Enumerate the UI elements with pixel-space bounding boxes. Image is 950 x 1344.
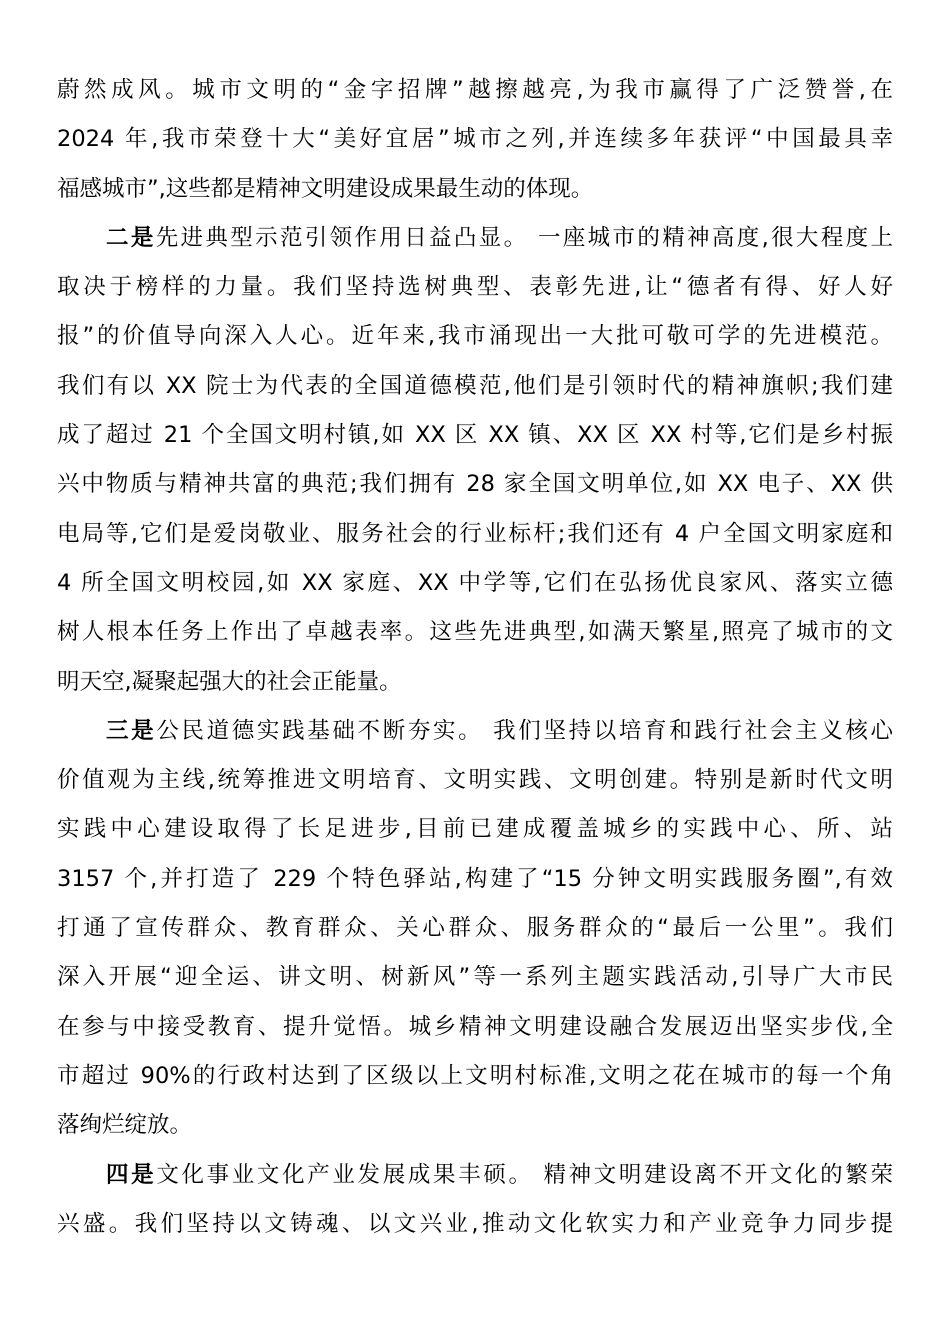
paragraph-lead: 二是 <box>106 224 156 251</box>
text-line: 落绚烂绽放。 <box>57 1112 193 1139</box>
paragraph-first-line <box>57 707 893 756</box>
text-line: 先进典型示范引领作用日益凸显。 一座城市的精神高度,很大程度上 <box>155 224 893 251</box>
text-line: 取决于榜样的力量。我们坚持选树典型、表彰先进,让“德者有得、好人好 <box>57 274 893 301</box>
text-line: 文化事业文化产业发展成果丰硕。 精神文明建设离不开文化的繁荣 <box>156 1161 893 1188</box>
text-line: 明天空,凝聚起强大的社会正能量。 <box>57 668 402 695</box>
text-line: 蔚然成风。城市文明的“金字招牌”越擦越亮,为我市赢得了广泛赞誉,在 <box>57 77 893 103</box>
text-line: 在参与中接受教育、提升觉悟。城乡精神文明建设融合发展迈出坚实步伐,全 <box>57 1013 893 1040</box>
text-line: 打通了宣传群众、教育群众、关心群众、服务群众的“最后一公里”。我们 <box>57 915 893 942</box>
text-line: 兴盛。我们坚持以文铸魂、以文兴业,推动文化软实力和产业竞争力同步提 <box>57 1210 893 1237</box>
paragraph-lead: 四是 <box>106 1161 157 1188</box>
text-line: 3157 个,并打造了 229 个特色驿站,构建了“15 分钟文明实践服务圈”,有效 <box>57 865 893 892</box>
text-line: 2024 年,我市荣登十大“美好宜居”城市之列,并连续多年获评“中国最具幸 <box>57 126 893 153</box>
text-line: 兴中物质与精神共富的典范;我们拥有 28 家全国文明单位,如 XX 电子、XX 供 <box>57 471 893 498</box>
document-page <box>57 66 893 1249</box>
text-line: 公民道德实践基础不断夯实。 我们坚持以培育和践行社会主义核心 <box>156 717 893 744</box>
paragraph-lead: 三是 <box>106 717 157 744</box>
text-line: 福感城市”,这些都是精神文明建设成果最生动的体现。 <box>57 175 594 202</box>
text-line: 树人根本任务上作出了卓越表率。这些先进典型,如满天繁星,照亮了城市的文 <box>57 619 893 646</box>
text-line: 价值观为主线,统筹推进文明培育、文明实践、文明创建。特别是新时代文明 <box>57 767 893 794</box>
text-line: 报”的价值导向深入人心。近年来,我市涌现出一大批可敬可学的先进模范。 <box>57 323 893 350</box>
text-line: 成了超过 21 个全国文明村镇,如 XX 区 XX 镇、XX 区 XX 村等,它们是乡村振 <box>57 422 893 449</box>
paragraph-first-line <box>57 214 893 263</box>
text-line: 我们有以 XX 院士为代表的全国道德模范,他们是引领时代的精神旗帜;我们建 <box>57 372 893 399</box>
paragraph-first-line <box>57 1151 893 1200</box>
text-line: 4 所全国文明校园,如 XX 家庭、XX 中学等,它们在弘扬优良家风、落实立德 <box>57 569 893 596</box>
text-line: 电局等,它们是爱岗敬业、服务社会的行业标杆;我们还有 4 户全国文明家庭和 <box>57 520 893 547</box>
text-line: 深入开展“迎全运、讲文明、树新风”等一系列主题实践活动,引导广大市民 <box>57 964 893 991</box>
text-line: 实践中心建设取得了长足进步,目前已建成覆盖城乡的实践中心、所、站 <box>57 816 893 843</box>
text-line: 市超过 90%的行政村达到了区级以上文明村标准,文明之花在城市的每一个角 <box>57 1062 893 1089</box>
